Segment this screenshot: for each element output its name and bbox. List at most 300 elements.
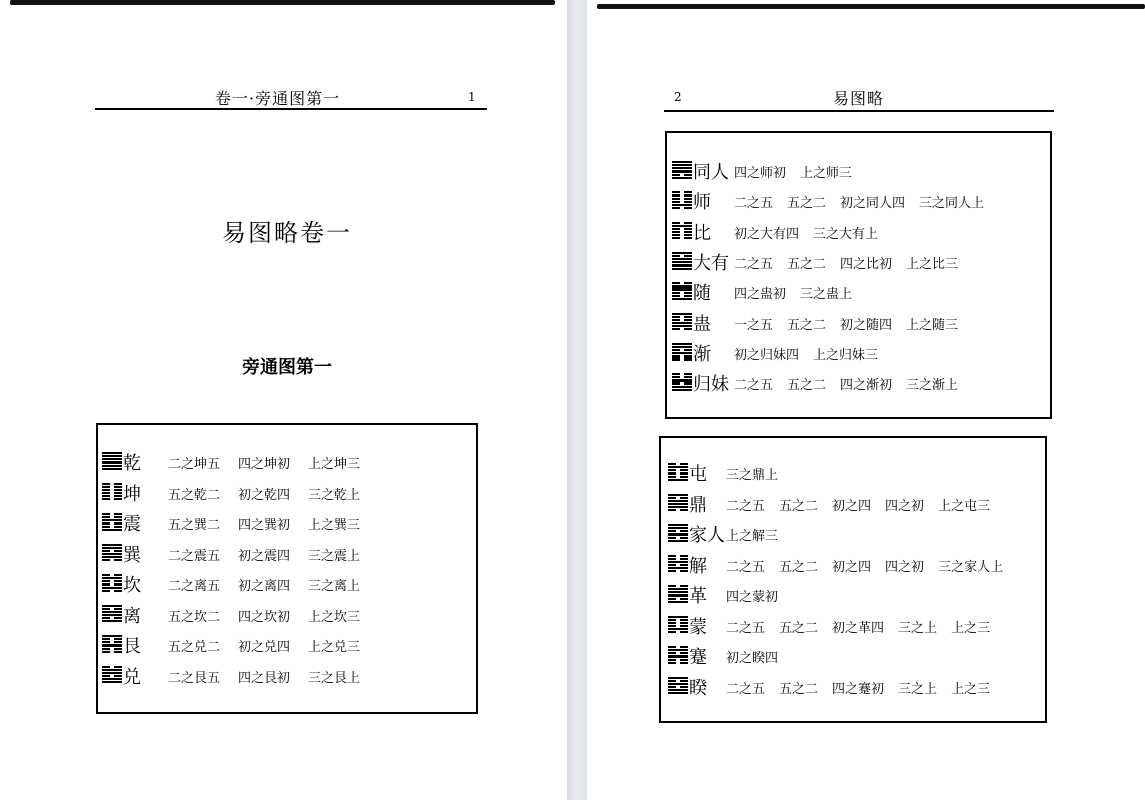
transformation-note: 初之离四 (238, 579, 291, 594)
yang-line (668, 533, 688, 535)
hexagram-symbol-icon (668, 555, 688, 573)
transformation-note: 一之五 (734, 317, 774, 333)
hexagram-notes (734, 374, 958, 393)
yang-line (672, 379, 692, 381)
hexagram-symbol-icon (102, 483, 122, 501)
transformation-note: 三之家人上 (938, 559, 1004, 575)
hexagram-notes (168, 667, 360, 686)
hexagram-row (102, 632, 472, 663)
yin-line-segment (102, 651, 110, 653)
hexagram-row (102, 541, 472, 572)
transformation-note: 三之艮上 (308, 670, 361, 686)
hexagram-row (668, 552, 1046, 583)
yin-line-segment (102, 483, 110, 485)
yin-line-segment (684, 234, 692, 236)
yang-line (672, 285, 692, 287)
yin-line-segment (668, 625, 676, 627)
transformation-note: 三之震上 (308, 548, 361, 564)
yin-line-segment (668, 662, 676, 664)
yin-line-segment (684, 292, 692, 294)
top-rule (10, 0, 555, 5)
hexagram-name: 蛊 (693, 313, 711, 335)
yin-line-segment (668, 509, 676, 511)
transformation-note: 初之乾四 (238, 487, 291, 503)
yang-line (102, 458, 122, 460)
yin-line-segment (684, 255, 692, 257)
yin-line-segment (680, 646, 688, 648)
yin-line-segment (672, 355, 680, 357)
yang-line (102, 455, 122, 457)
transformation-note: 四之比初 (840, 256, 893, 272)
hexagram-row (102, 663, 472, 694)
yin-line-segment (680, 476, 688, 478)
hexagram-notes (168, 545, 360, 564)
yang-line (672, 164, 692, 166)
yin-line-segment (114, 574, 122, 576)
yin-line-segment (672, 228, 680, 230)
yang-line (672, 204, 692, 206)
running-head: 易图略 (833, 89, 885, 108)
hexagram-symbol-icon (672, 252, 692, 270)
transformation-note: 二之五 (726, 498, 766, 514)
yang-line (672, 298, 692, 300)
yin-line-segment (672, 358, 680, 360)
transformation-note: 二之五 (726, 620, 766, 636)
yin-line-segment (680, 585, 688, 587)
yang-line (668, 466, 688, 468)
yin-line-segment (114, 559, 122, 561)
yang-line (672, 268, 692, 270)
yang-line (102, 461, 122, 463)
transformation-note: 初之同人四 (840, 196, 906, 212)
yin-line-segment (684, 349, 692, 351)
yin-line-segment (668, 659, 676, 661)
yin-line-segment (668, 558, 676, 560)
yin-line-segment (114, 550, 122, 552)
yin-line-segment (672, 295, 680, 297)
section-title: 旁通图第一 (242, 357, 332, 378)
yang-line (672, 346, 692, 348)
yin-line-segment (114, 489, 122, 491)
yang-line (668, 540, 688, 542)
hexagram-notes (168, 514, 360, 533)
yin-line-segment (684, 222, 692, 224)
yin-line-segment (114, 583, 122, 585)
yin-line-segment (684, 358, 692, 360)
transformation-note: 三之同人上 (919, 196, 985, 212)
yin-line-segment (102, 638, 110, 640)
hexagram-name: 坤 (123, 483, 141, 505)
yin-line-segment (672, 191, 680, 193)
yang-line (668, 503, 688, 505)
hexagram-name: 鼎 (689, 494, 707, 516)
yin-line-segment (672, 292, 680, 294)
yin-line-segment (672, 319, 680, 321)
transformation-note: 五之二 (779, 620, 819, 636)
hexagram-symbol-icon (102, 605, 122, 623)
hexagram-notes (726, 464, 778, 483)
hexagram-name: 家人 (689, 525, 725, 546)
transformation-note: 上之归妹三 (813, 347, 879, 363)
transformation-note: 五之乾二 (168, 487, 221, 503)
yin-line-segment (672, 316, 680, 318)
yin-line-segment (680, 570, 688, 572)
transformation-note: 二之艮五 (168, 670, 221, 686)
transformation-note: 上之屯三 (938, 498, 991, 514)
transformation-note: 三之乾上 (308, 487, 361, 503)
yang-line (668, 527, 688, 529)
yin-line-segment (680, 530, 688, 532)
yin-line-segment (668, 463, 676, 465)
left-page (0, 0, 567, 800)
yang-line (102, 465, 122, 467)
transformation-note: 上之三 (951, 681, 991, 697)
transformation-note: 初之四 (832, 559, 872, 575)
yin-line-segment (102, 583, 110, 585)
yin-line-segment (114, 526, 122, 528)
transformation-note: 二之五 (734, 196, 774, 212)
yang-line (668, 567, 688, 569)
yin-line-segment (668, 686, 676, 688)
yin-line-segment (668, 564, 676, 566)
yin-line-segment (672, 382, 680, 384)
yang-line (672, 386, 692, 388)
yin-line-segment (102, 617, 110, 619)
right-page (587, 0, 1145, 800)
hexagram-row (102, 480, 472, 511)
yin-line-segment (668, 619, 676, 621)
hexagram-name: 随 (693, 283, 711, 305)
yin-line-segment (102, 550, 110, 552)
yin-line-segment (680, 564, 688, 566)
hexagram-row (668, 674, 1046, 705)
hexagram-name: 乾 (123, 453, 141, 474)
yin-line-segment (680, 463, 688, 465)
yin-line-segment (684, 376, 692, 378)
yin-line-segment (102, 495, 110, 497)
yang-line (668, 655, 688, 657)
yang-line (668, 628, 688, 630)
transformation-note: 上之兑三 (308, 640, 361, 655)
hexagram-row (102, 510, 472, 541)
transformation-note: 五之二 (779, 498, 819, 514)
yin-line-segment (102, 666, 110, 668)
transformation-note: 上之三 (951, 620, 991, 636)
yin-line-segment (684, 174, 692, 176)
yin-line-segment (668, 469, 676, 471)
yang-line (668, 692, 688, 694)
yang-line (102, 553, 122, 555)
yin-line-segment (680, 659, 688, 661)
yin-line-segment (668, 472, 676, 474)
yin-line-segment (114, 516, 122, 518)
yang-line (672, 177, 692, 179)
yin-line-segment (684, 355, 692, 357)
yang-line (102, 468, 122, 470)
transformation-note: 二之坤五 (168, 457, 221, 472)
hexagram-notes (734, 283, 852, 302)
header-rule (664, 110, 1054, 112)
yin-line-segment (668, 631, 676, 633)
hexagram-name: 同人 (693, 162, 729, 183)
hexagram-name: 蹇 (689, 647, 707, 668)
yin-line-segment (114, 651, 122, 653)
hexagram-row (668, 613, 1046, 644)
hexagram-symbol-icon (102, 544, 122, 562)
hexagram-symbol-icon (668, 524, 688, 542)
transformation-note: 三之上 (898, 620, 938, 636)
yin-line-segment (672, 174, 680, 176)
yin-line-segment (672, 198, 680, 200)
yin-line-segment (672, 282, 680, 284)
transformation-note: 五之二 (779, 559, 819, 575)
yin-line-segment (114, 638, 122, 640)
yin-line-segment (102, 675, 110, 677)
book-title: 易图略卷一 (222, 219, 352, 247)
hexagram-row (672, 370, 1050, 400)
transformation-note: 五之巽二 (168, 518, 221, 533)
hexagram-notes (726, 647, 778, 666)
transformation-note: 五之二 (779, 681, 819, 697)
yin-line-segment (672, 222, 680, 224)
hexagram-symbol-icon (668, 463, 688, 481)
yin-line-segment (668, 598, 676, 600)
yang-line (672, 161, 692, 163)
hexagram-notes (168, 453, 360, 472)
yin-line-segment (102, 608, 110, 610)
transformation-note: 二之五 (734, 256, 774, 272)
yin-line-segment (102, 580, 110, 582)
yin-line-segment (680, 622, 688, 624)
hexagram-notes (734, 162, 852, 181)
hexagram-row (668, 521, 1046, 552)
yang-line (102, 672, 122, 674)
yin-line-segment (102, 522, 110, 524)
yin-line-segment (672, 255, 680, 257)
hexagram-name: 归妹 (693, 374, 729, 396)
hexagram-table-left (96, 423, 478, 714)
yang-line (102, 681, 122, 683)
yin-line-segment (668, 555, 676, 557)
hexagram-row (102, 602, 472, 633)
yin-line-segment (680, 619, 688, 621)
yang-line (672, 170, 692, 172)
hexagram-name: 离 (123, 605, 141, 627)
transformation-note: 四之蒙初 (726, 590, 779, 605)
hexagram-name: 睽 (689, 677, 707, 699)
transformation-note: 初之四 (832, 498, 872, 514)
hexagram-notes (726, 495, 990, 514)
transformation-note: 三之鼎上 (726, 468, 779, 483)
hexagram-name: 坎 (123, 575, 141, 596)
yin-line-segment (684, 328, 692, 330)
yin-line-segment (102, 486, 110, 488)
yin-line-segment (684, 319, 692, 321)
yang-line (668, 524, 688, 526)
hexagram-name: 革 (689, 586, 707, 607)
yang-line (102, 452, 122, 454)
hexagram-notes (168, 636, 360, 655)
yang-line (668, 683, 688, 685)
hexagram-symbol-icon (668, 585, 688, 603)
hexagram-symbol-icon (668, 677, 688, 695)
yin-line-segment (684, 198, 692, 200)
yin-line-segment (680, 680, 688, 682)
yang-line (102, 635, 122, 637)
yin-line-segment (114, 608, 122, 610)
transformation-note: 四之初 (885, 559, 925, 575)
yang-line (672, 252, 692, 254)
yin-line-segment (672, 328, 680, 330)
hexagram-symbol-icon (672, 282, 692, 300)
yin-line-segment (680, 598, 688, 600)
yin-line-segment (680, 472, 688, 474)
hexagram-notes (734, 344, 878, 363)
yang-line (672, 264, 692, 266)
yin-line-segment (114, 498, 122, 500)
yin-line-segment (102, 559, 110, 561)
yin-line-segment (684, 316, 692, 318)
hexagram-row (672, 249, 1050, 279)
yin-line-segment (684, 207, 692, 209)
hexagram-row (672, 188, 1050, 218)
hexagram-symbol-icon (668, 494, 688, 512)
yin-line-segment (102, 641, 110, 643)
transformation-note: 初之大有四 (734, 226, 800, 242)
yin-line-segment (668, 537, 676, 539)
yin-line-segment (114, 675, 122, 677)
transformation-note: 四之蛊初 (734, 287, 787, 303)
yin-line-segment (668, 646, 676, 648)
hexagram-notes (726, 556, 1003, 575)
yang-line (102, 644, 122, 646)
yin-line-segment (684, 191, 692, 193)
yang-line (672, 352, 692, 354)
yin-line-segment (114, 666, 122, 668)
yin-line-segment (680, 509, 688, 511)
running-head: 卷一·旁通图第一 (215, 89, 341, 108)
yang-line (102, 556, 122, 558)
hexagram-table-right-top (665, 131, 1052, 419)
yin-line-segment (672, 201, 680, 203)
hexagram-symbol-icon (672, 191, 692, 209)
hexagram-notes (734, 253, 958, 272)
hexagram-name: 震 (123, 514, 141, 535)
yin-line-segment (680, 662, 688, 664)
transformation-note: 五之兑二 (168, 640, 221, 655)
transformation-note: 上之坤三 (308, 457, 361, 472)
yin-line-segment (102, 513, 110, 515)
yang-line (102, 519, 122, 521)
yang-line (668, 601, 688, 603)
yang-line (102, 678, 122, 680)
yin-line-segment (668, 622, 676, 624)
yang-line (672, 325, 692, 327)
yin-line-segment (672, 234, 680, 236)
hexagram-name: 兑 (123, 666, 141, 688)
yang-line (102, 614, 122, 616)
hexagram-symbol-icon (668, 646, 688, 664)
yin-line-segment (672, 349, 680, 351)
hexagram-symbol-icon (672, 313, 692, 331)
yin-line-segment (668, 680, 676, 682)
yin-line-segment (672, 373, 680, 375)
transformation-note: 四之坤初 (238, 457, 291, 472)
hexagram-notes (726, 525, 778, 544)
hexagram-row (672, 340, 1050, 370)
transformation-note: 上之巽三 (308, 518, 361, 533)
transformation-note: 上之随三 (906, 317, 959, 333)
hexagram-row (102, 571, 472, 602)
yin-line-segment (114, 486, 122, 488)
yin-line-segment (672, 237, 680, 239)
transformation-note: 上之解三 (726, 529, 779, 544)
yin-line-segment (680, 555, 688, 557)
yin-line-segment (684, 231, 692, 233)
yang-line (102, 605, 122, 607)
hexagram-symbol-icon (672, 222, 692, 240)
yang-line (672, 343, 692, 345)
hexagram-notes (168, 606, 360, 625)
transformation-note: 三之离上 (308, 579, 361, 594)
yin-line-segment (114, 580, 122, 582)
transformation-note: 四之巽初 (238, 518, 291, 533)
transformation-note: 四之初 (885, 498, 925, 514)
hexagram-symbol-icon (102, 513, 122, 531)
yang-line (668, 494, 688, 496)
yin-line-segment (668, 585, 676, 587)
hexagram-name: 比 (693, 222, 711, 244)
hexagram-list (672, 158, 1050, 403)
transformation-note: 上之坎三 (308, 609, 361, 625)
transformation-note: 三之大有上 (813, 226, 879, 242)
yang-line (668, 506, 688, 508)
yang-line (102, 529, 122, 531)
hexagram-name: 蒙 (689, 616, 707, 638)
hexagram-name: 大有 (693, 252, 729, 274)
yin-line-segment (680, 469, 688, 471)
yin-line-segment (114, 590, 122, 592)
hexagram-symbol-icon (102, 666, 122, 684)
yang-line (672, 288, 692, 290)
yang-line (672, 167, 692, 169)
hexagram-notes (726, 586, 778, 605)
yang-line (668, 677, 688, 679)
hexagram-name: 师 (693, 192, 711, 214)
transformation-note: 五之二 (787, 256, 827, 272)
hexagram-symbol-icon (672, 343, 692, 361)
hexagram-row (672, 158, 1050, 188)
yin-line-segment (684, 201, 692, 203)
yang-line (668, 594, 688, 596)
hexagram-notes (168, 575, 360, 594)
yin-line-segment (102, 489, 110, 491)
yin-line-segment (114, 641, 122, 643)
hexagram-table-right-bottom (659, 436, 1047, 723)
hexagram-name: 解 (689, 555, 707, 577)
yin-line-segment (114, 495, 122, 497)
page-number: 2 (674, 90, 682, 104)
hexagram-row (672, 279, 1050, 309)
yang-line (668, 591, 688, 593)
transformation-note: 二之五 (726, 559, 766, 575)
yin-line-segment (114, 522, 122, 524)
yin-line-segment (102, 526, 110, 528)
hexagram-row (672, 219, 1050, 249)
transformation-note: 五之二 (787, 378, 827, 394)
hexagram-row (672, 310, 1050, 340)
yin-line-segment (114, 483, 122, 485)
